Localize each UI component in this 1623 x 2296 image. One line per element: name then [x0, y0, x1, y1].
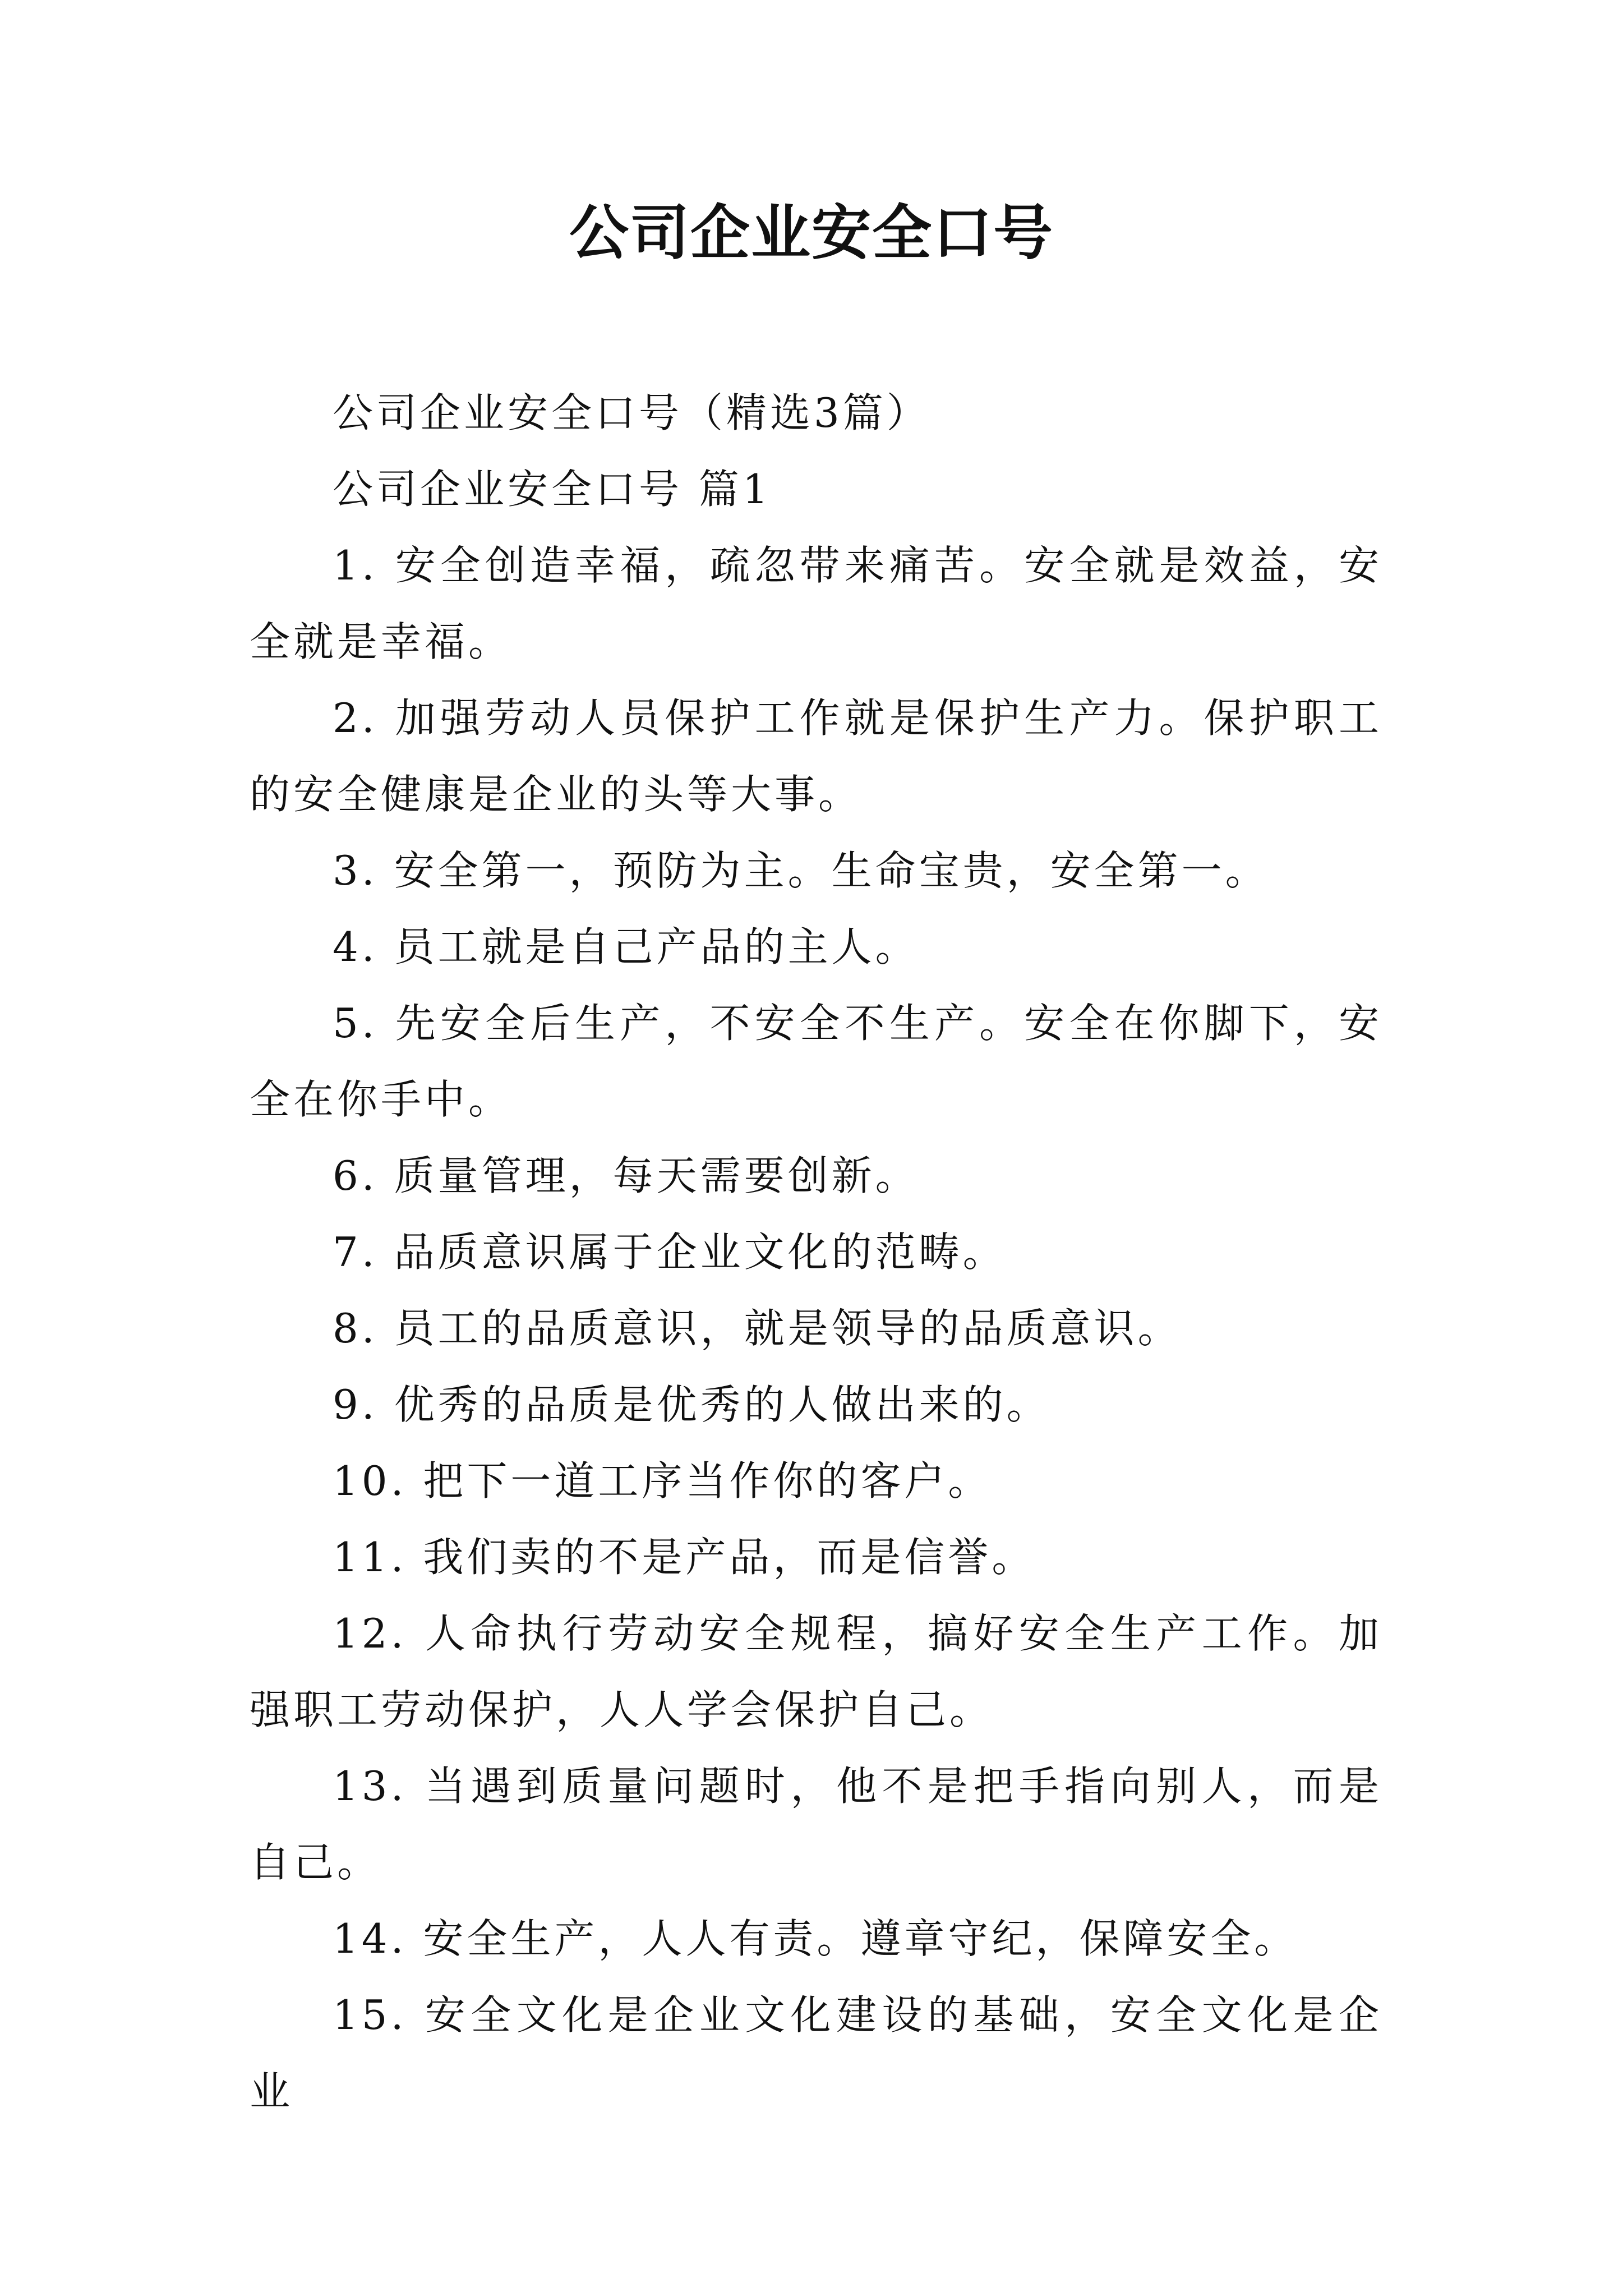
paragraph-subtitle: 公司企业安全口号（精选3篇）: [333, 389, 930, 436]
slogan-item-6: 6. 质量管理，每天需要创新。: [333, 1152, 919, 1199]
slogan-item-13: 13. 当遇到质量问题时，他不是把手指向别人，而是自己。: [250, 1763, 1382, 1886]
slogan-item-2: 2. 加强劳动人员保护工作就是保护生产力。保护职工的安全健康是企业的头等大事。: [250, 694, 1382, 818]
slogan-item-1: 1. 安全创造幸福，疏忽带来痛苦。安全就是效益，安全就是幸福。: [250, 542, 1382, 665]
slogan-item-3: 3. 安全第一，预防为主。生命宝贵，安全第一。: [333, 847, 1269, 894]
paragraph-section-heading: 公司企业安全口号 篇1: [333, 466, 772, 513]
slogan-item-8: 8. 员工的品质意识，就是领导的品质意识。: [333, 1305, 1182, 1352]
slogan-item-9: 9. 优秀的品质是优秀的人做出来的。: [333, 1381, 1050, 1428]
slogan-item-5: 5. 先安全后生产，不安全不生产。安全在你脚下，安全在你手中。: [250, 1000, 1382, 1123]
slogan-item-11: 11. 我们卖的不是产品，而是信誉。: [333, 1534, 1036, 1581]
document-body: [250, 375, 1382, 2129]
slogan-item-10: 10. 把下一道工序当作你的客户。: [333, 1457, 992, 1504]
slogan-item-15: 15. 安全文化是企业文化建设的基础，安全文化是企业: [250, 1991, 1382, 2115]
document-title: 公司企业安全口号: [569, 197, 1054, 268]
slogan-item-7: 7. 品质意识属于企业文化的范畴。: [333, 1228, 1007, 1276]
slogan-item-14: 14. 安全生产，人人有责。遵章守纪，保障安全。: [333, 1915, 1298, 1962]
slogan-item-4: 4. 员工就是自己产品的主人。: [333, 923, 919, 970]
slogan-item-12: 12. 人命执行劳动安全规程，搞好安全生产工作。加强职工劳动保护，人人学会保护自己。: [250, 1610, 1382, 1733]
